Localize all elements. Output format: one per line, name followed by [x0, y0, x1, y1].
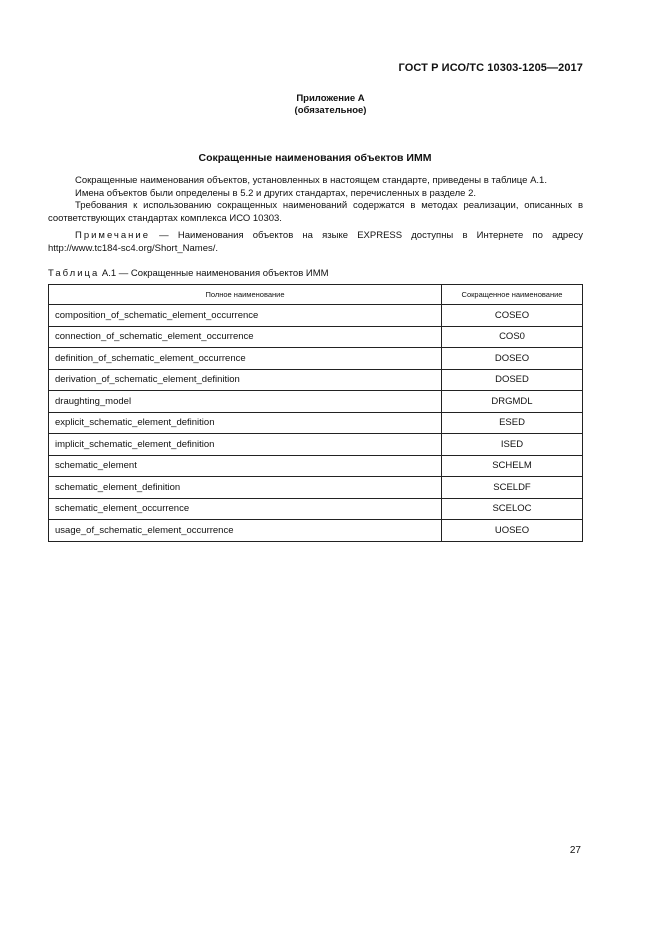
note-label: Примечание: [75, 230, 150, 241]
short-name-cell: COSEO: [442, 305, 583, 327]
full-name-cell: draughting_model: [49, 391, 442, 413]
note: [48, 230, 583, 255]
table-row: [49, 348, 583, 370]
full-name-cell: schematic_element_occurrence: [49, 498, 442, 520]
annex-heading: [0, 93, 661, 117]
short-name-cell: SCELDF: [442, 477, 583, 499]
short-name-cell: DOSEO: [442, 348, 583, 370]
table-row: [49, 520, 583, 542]
document-id-header: ГОСТ Р ИСО/ТС 10303-1205—2017: [398, 62, 583, 74]
paragraph-3: Требования к использованию сокращенных наименований содержатся в методах реализации, описанных в соответствующих стандартах комплекса ИСО 10303.: [48, 200, 583, 224]
table-caption-label: Таблица: [48, 268, 100, 279]
paragraph-2: Имена объектов были определены в 5.2 и других стандартах, перечисленных в разделе 2.: [75, 187, 477, 199]
short-name-cell: SCHELM: [442, 455, 583, 477]
full-name-cell: definition_of_schematic_element_occurrence: [49, 348, 442, 370]
table-header-row: [49, 285, 583, 305]
full-name-cell: composition_of_schematic_element_occurrence: [49, 305, 442, 327]
table-row: [49, 391, 583, 413]
table-row: [49, 455, 583, 477]
header-full-name: Полное наименование: [49, 285, 442, 305]
short-name-cell: DOSED: [442, 369, 583, 391]
annex-title: Приложение А: [296, 93, 365, 104]
header-short-name: Сокращенное наименование: [442, 285, 583, 305]
section-title: Сокращенные наименования объектов ИММ: [198, 152, 432, 164]
table-caption: [48, 268, 329, 279]
full-name-cell: implicit_schematic_element_definition: [49, 434, 442, 456]
full-name-cell: usage_of_schematic_element_occurrence: [49, 520, 442, 542]
short-name-cell: DRGMDL: [442, 391, 583, 413]
table-caption-text: А.1 — Сокращенные наименования объектов ИММ: [99, 268, 329, 279]
abbreviations-table: [48, 284, 583, 542]
full-name-cell: schematic_element_definition: [49, 477, 442, 499]
table-row: [49, 434, 583, 456]
full-name-cell: derivation_of_schematic_element_definition: [49, 369, 442, 391]
table-row: [49, 326, 583, 348]
table-row: [49, 412, 583, 434]
page-number: 27: [569, 845, 581, 856]
note-text: — Наименования объектов на языке EXPRESS доступны в Интернете по адресу http://www.tc184-sc4.org/Short_Names/.: [48, 230, 583, 254]
short-name-cell: ISED: [442, 434, 583, 456]
paragraph-1: Сокращенные наименования объектов, установленных в настоящем стандарте, приведены в таблице А.1.: [75, 175, 547, 186]
table-row: [49, 305, 583, 327]
table-row: [49, 477, 583, 499]
full-name-cell: explicit_schematic_element_definition: [49, 412, 442, 434]
full-name-cell: connection_of_schematic_element_occurrence: [49, 326, 442, 348]
annex-status: (обязательное): [294, 105, 367, 116]
table-row: [49, 369, 583, 391]
short-name-cell: ESED: [442, 412, 583, 434]
short-name-cell: SCELOC: [442, 498, 583, 520]
table-row: [49, 498, 583, 520]
short-name-cell: COS0: [442, 326, 583, 348]
short-name-cell: UOSEO: [442, 520, 583, 542]
full-name-cell: schematic_element: [49, 455, 442, 477]
